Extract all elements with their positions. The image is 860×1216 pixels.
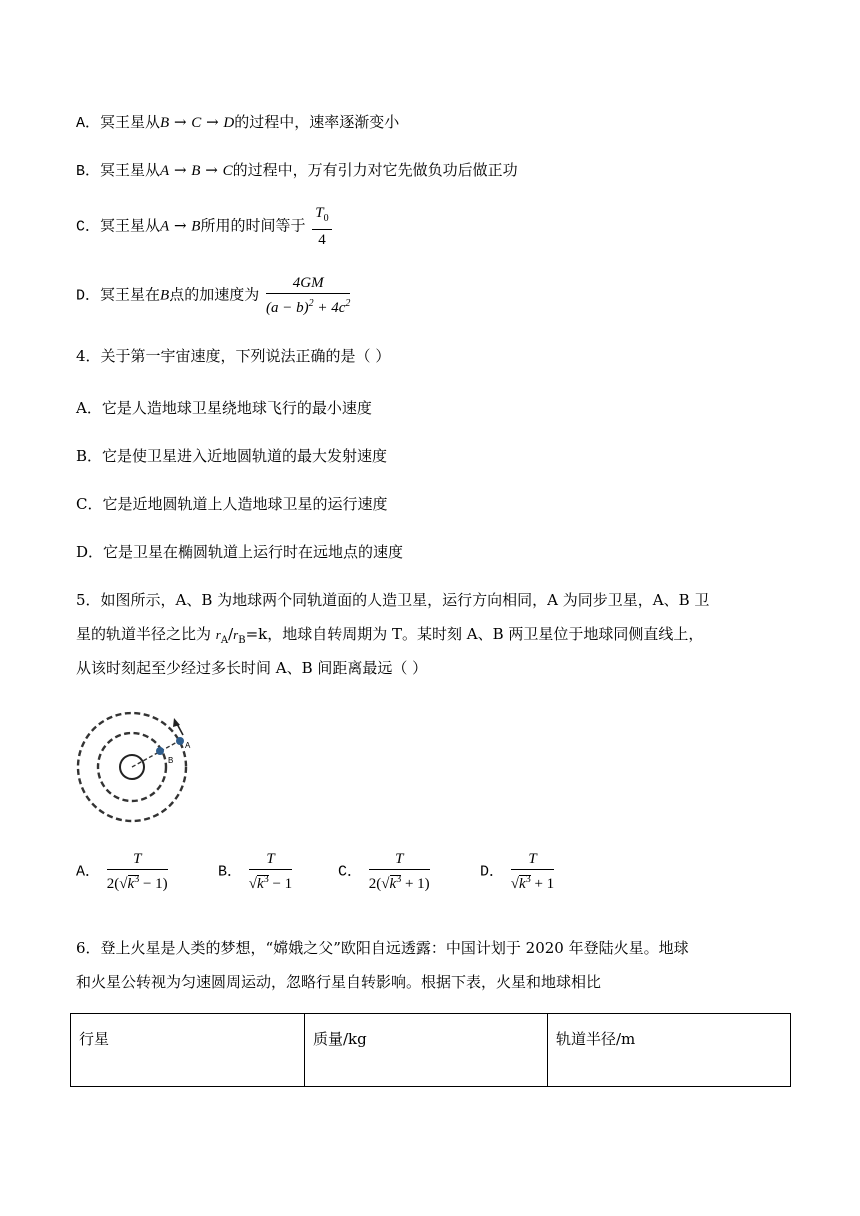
table-header-cell: 质量/kg — [305, 1014, 548, 1087]
q5-stem-line1: 5．如图所示，A、B 为地球两个同轨道面的人造卫星，运行方向相同，A 为同步卫星，A、B 卫 — [76, 591, 710, 609]
label-b: B — [168, 756, 174, 765]
table-header-cell: 轨道半径/m — [548, 1014, 791, 1087]
q4-option-a: A．它是人造地球卫星绕地球飞行的最小速度 — [76, 399, 372, 417]
q4-option-b: B．它是使卫星进入近地圆轨道的最大发射速度 — [76, 447, 388, 465]
fraction-acceleration: $\frac{4GM}{(a - b)^2 + 4c^2}$ — [265, 275, 351, 316]
satellite-a — [176, 737, 184, 745]
velocity-arrow — [173, 718, 180, 727]
q5-stem-line3: 从该时刻起至少经过多长时间 A、B 间距离最远（ ） — [76, 659, 428, 677]
point-c: C — [191, 115, 202, 131]
q3-option-c: C．冥王星从A → B所用的时间等于 $\frac{T_0}{4}$ — [76, 204, 334, 249]
satellite-b — [156, 747, 164, 755]
orbit-diagram — [76, 698, 216, 830]
point-d: D — [223, 115, 235, 131]
q5-option-c: C． $\frac{T}{2(√k^3 + 1)}$ — [338, 851, 430, 892]
q5-stem-line2: 星的轨道半径之比为 $r_A/r_B=k$，地球自转周期为 T。某时刻 A、B 两卫星位于地球同侧直线上， — [76, 625, 704, 646]
fraction-t0-over-4: $\frac{T_0}{4}$ — [312, 204, 331, 249]
planet-table — [70, 1013, 791, 1087]
q3-option-d: D．冥王星在B点的加速度为 $\frac{4GM}{(a - b)^2 + 4c^2}$ — [76, 275, 351, 316]
q4-stem: 4．关于第一宇宙速度，下列说法正确的是（ ） — [76, 347, 391, 365]
q3-option-b: B．冥王星从A → B → C的过程中，万有引力对它先做负功后做正功 — [76, 161, 518, 180]
q6-stem-line1: 6．登上火星是人类的梦想，“嫦娥之父”欧阳自远透露：中国计划于 2020 年登陆火星。地球 — [76, 939, 689, 957]
label-a: A — [185, 741, 191, 750]
table-header-cell: 行星 — [71, 1014, 305, 1087]
q5-option-d: D． $\frac{T}{√k^3 + 1}$ — [480, 851, 555, 892]
q6-stem-line2: 和火星公转视为匀速圆周运动，忽略行星自转影响。根据下表，火星和地球相比 — [76, 973, 602, 991]
q4-option-c: C．它是近地圆轨道上人造地球卫星的运行速度 — [76, 495, 388, 513]
q5-option-a: A． $\frac{T}{2(√k^3 - 1)}$ — [76, 851, 168, 892]
point-b: B — [160, 115, 170, 131]
table-row — [71, 1014, 791, 1087]
q3-option-a: A．冥王星从B → C → D的过程中，速率逐渐变小 — [76, 113, 400, 132]
q4-option-d: D．它是卫星在椭圆轨道上运行时在远地点的速度 — [76, 543, 404, 561]
q5-option-b: B． $\frac{T}{√k^3 - 1}$ — [218, 851, 293, 892]
